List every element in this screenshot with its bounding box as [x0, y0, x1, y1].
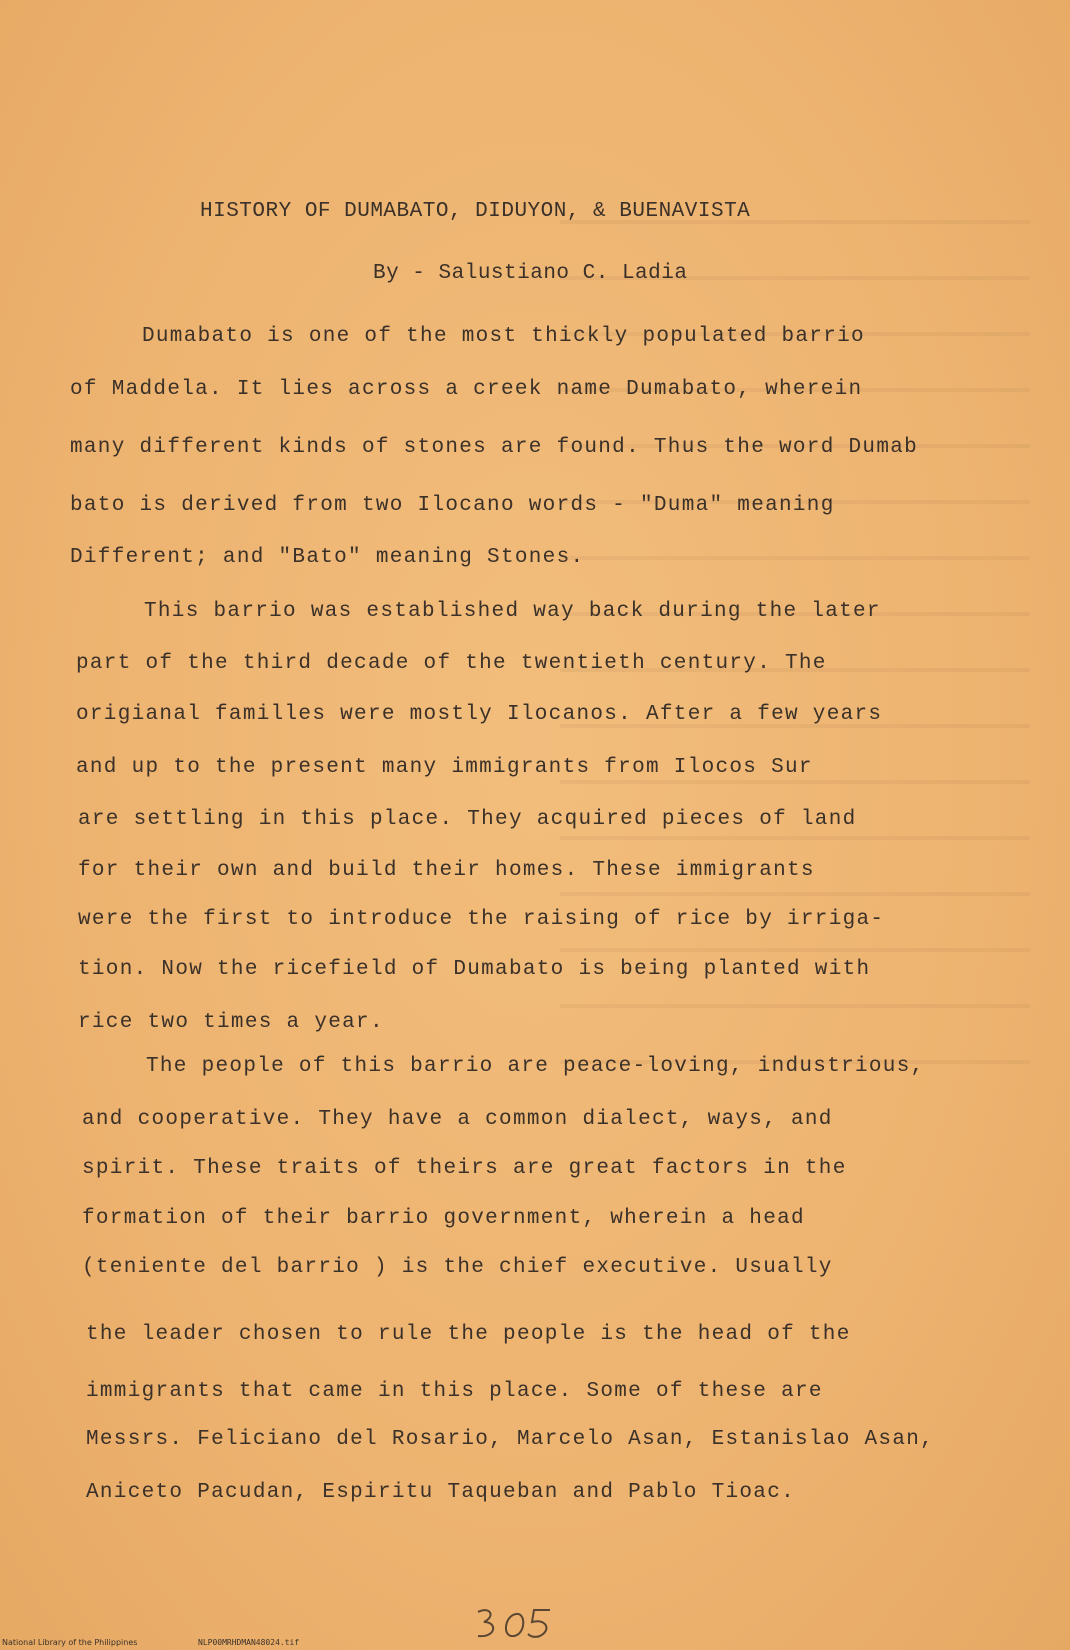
- body-line: Dumabato is one of the most thickly populated barrio: [142, 325, 865, 348]
- body-line: The people of this barrio are peace-loving, industrious,: [146, 1055, 925, 1078]
- footer-file-name: NLP00MRHDMAN48024.tif: [198, 1638, 300, 1647]
- body-line: the leader chosen to rule the people is the head of the: [86, 1323, 851, 1346]
- body-line: part of the third decade of the twentieth century. The: [76, 652, 827, 675]
- body-line: and up to the present many immigrants from Ilocos Sur: [76, 756, 813, 779]
- body-line: This barrio was established way back during the later: [144, 600, 881, 623]
- document-title: HISTORY OF DUMABATO, DIDUYON, & BUENAVISTA: [200, 200, 751, 223]
- page-number-scribble: [470, 1604, 560, 1644]
- body-line: formation of their barrio government, wherein a head: [82, 1207, 805, 1230]
- handwritten-page-number: [470, 1604, 560, 1644]
- body-line: origianal familles were mostly Ilocanos. After a few years: [76, 703, 883, 726]
- body-line: Messrs. Feliciano del Rosario, Marcelo Asan, Estanislao Asan,: [86, 1428, 935, 1451]
- body-line: many different kinds of stones are found. Thus the word Dumab: [70, 436, 919, 459]
- body-line: spirit. These traits of theirs are great factors in the: [82, 1157, 847, 1180]
- body-line: Aniceto Pacudan, Espiritu Taqueban and Pablo Tioac.: [86, 1481, 796, 1504]
- document-byline: By - Salustiano C. Ladia: [373, 262, 688, 285]
- body-line: and cooperative. They have a common dialect, ways, and: [82, 1108, 833, 1131]
- body-line: Different; and "Bato" meaning Stones.: [70, 546, 585, 569]
- body-line: (teniente del barrio ) is the chief executive. Usually: [82, 1256, 833, 1279]
- body-line: rice two times a year.: [78, 1011, 384, 1034]
- body-line: were the first to introduce the raising of rice by irriga-: [78, 908, 885, 931]
- body-line: of Maddela. It lies across a creek name Dumabato, wherein: [70, 378, 863, 401]
- body-line: for their own and build their homes. These immigrants: [78, 859, 815, 882]
- bleed-through-texture: [560, 180, 1030, 1080]
- body-line: are settling in this place. They acquired pieces of land: [78, 808, 857, 831]
- footer-library-name: National Library of the Philippines: [2, 1638, 138, 1647]
- body-line: bato is derived from two Ilocano words - "Duma" meaning: [70, 494, 835, 517]
- body-line: tion. Now the ricefield of Dumabato is being planted with: [78, 958, 871, 981]
- body-line: immigrants that came in this place. Some of these are: [86, 1380, 823, 1403]
